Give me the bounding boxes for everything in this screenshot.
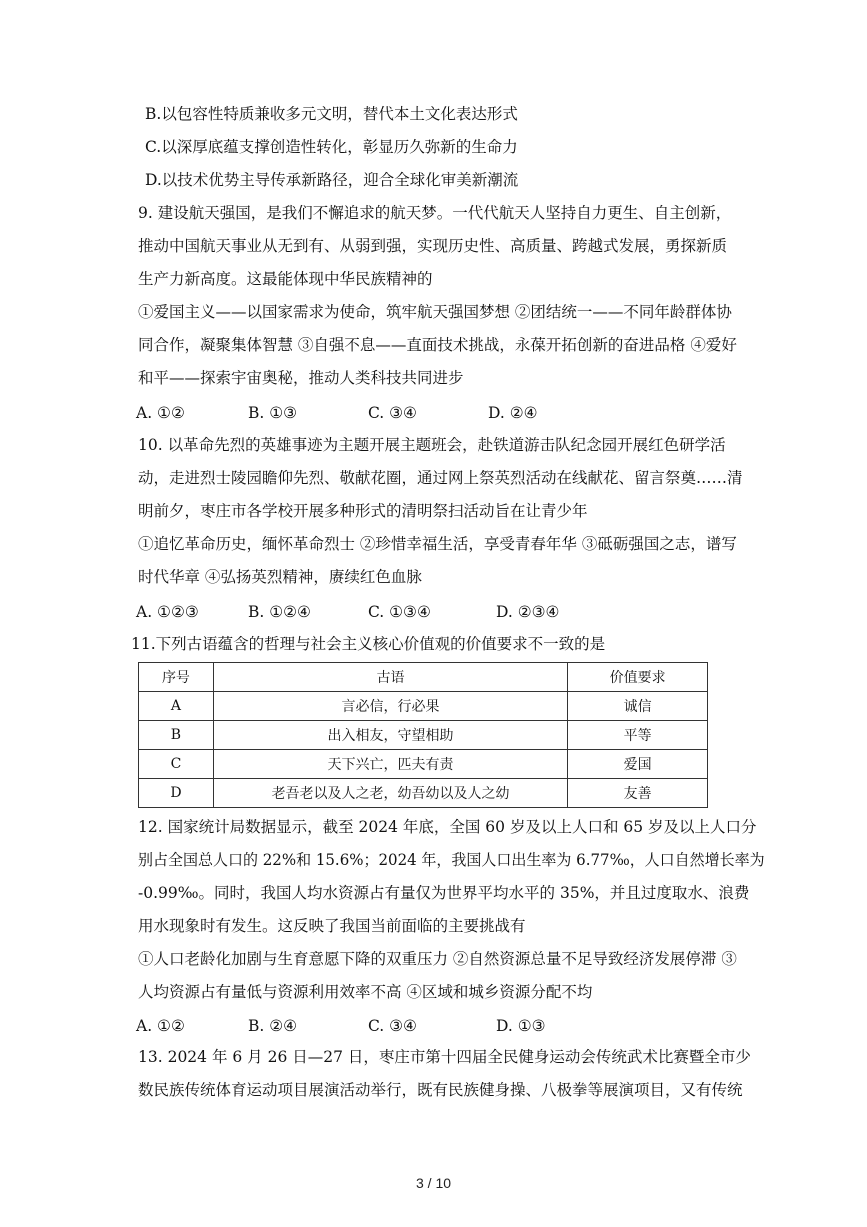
table-cell: A <box>139 692 214 721</box>
q12-stem-line2: 别占全国总人口的 22%和 15.6%；2024 年，我国人口出生率为 6.77‰，人口自然增长率为 <box>138 851 765 869</box>
q11-table <box>138 662 708 808</box>
table-header-row <box>139 663 708 692</box>
q9-choice-c: C. ③④ <box>368 404 417 422</box>
page-number: 3 / 10 <box>415 1175 452 1191</box>
q12-statements-line1: ①人口老龄化加剧与生育意愿下降的双重压力 ②自然资源总量不足导致经济发展停滞 ③ <box>138 950 737 968</box>
table-cell: D <box>139 779 214 808</box>
table-cell: 老吾老以及人之老，幼吾幼以及人之幼 <box>213 779 567 808</box>
q9-stem-line1: 9. 建设航天强国，是我们不懈追求的航天梦。一代代航天人坚持自力更生、自主创新， <box>138 204 732 222</box>
q10-choice-c: C. ①③④ <box>368 603 431 621</box>
table-row <box>139 692 708 721</box>
q10-choice-b: B. ①②④ <box>248 603 311 621</box>
q12-choice-a: A. ①② <box>136 1017 185 1035</box>
table-header-cell: 序号 <box>139 663 214 692</box>
q12-stem-line4: 用水现象时有发生。这反映了我国当前面临的主要挑战有 <box>138 917 526 935</box>
q9-choice-b: B. ①③ <box>248 404 298 422</box>
q10-statements-line1: ①追忆革命历史，缅怀革命烈士 ②珍惜幸福生活，享受青春年华 ③砥砺强国之志，谱写 <box>138 535 737 553</box>
table-header-cell: 价值要求 <box>568 663 708 692</box>
q8-option-d: D.以技术优势主导传承新路径，迎合全球化审美新潮流 <box>145 171 519 189</box>
table-cell: B <box>139 721 214 750</box>
q9-statements-line3: 和平——探索宇宙奥秘，推动人类科技共同进步 <box>138 369 464 387</box>
table-cell: 爱国 <box>568 750 708 779</box>
table-header-cell: 古语 <box>213 663 567 692</box>
q10-statements-line2: 时代华章 ④弘扬英烈精神，赓续红色血脉 <box>138 568 422 586</box>
table-cell: 言必信，行必果 <box>213 692 567 721</box>
q8-option-c: C.以深厚底蕴支撑创造性转化，彰显历久弥新的生命力 <box>145 138 518 156</box>
table-cell: 天下兴亡，匹夫有责 <box>213 750 567 779</box>
table-cell: 友善 <box>568 779 708 808</box>
q12-choice-c: C. ③④ <box>368 1017 417 1035</box>
q12-statements-line2: 人均资源占有量低与资源利用效率不高 ④区域和城乡资源分配不均 <box>138 983 593 1001</box>
q9-stem-line3: 生产力新高度。这最能体现中华民族精神的 <box>138 270 433 288</box>
q11-stem: 11.下列古语蕴含的哲理与社会主义核心价值观的价值要求不一致的是 <box>131 635 606 653</box>
q12-choice-d: D. ①③ <box>496 1017 546 1035</box>
table-cell: 出入相友，守望相助 <box>213 721 567 750</box>
table-cell: C <box>139 750 214 779</box>
q9-stem-line2: 推动中国航天事业从无到有、从弱到强，实现历史性、高质量、跨越式发展，勇探新质 <box>138 237 728 255</box>
table-row <box>139 779 708 808</box>
q13-stem-line2: 数民族传统体育运动项目展演活动举行，既有民族健身操、八极拳等展演项目，又有传统 <box>138 1081 743 1099</box>
q9-statements-line2: 同合作，凝聚集体智慧 ③自强不息——直面技术挑战，永葆开拓创新的奋进品格 ④爱好 <box>138 336 737 354</box>
q10-stem-line2: 动，走进烈士陵园瞻仰先烈、敬献花圈，通过网上祭英烈活动在线献花、留言祭奠……清 <box>138 469 743 487</box>
q10-stem-line1: 10. 以革命先烈的英雄事迹为主题开展主题班会，赴铁道游击队纪念园开展红色研学活 <box>138 436 726 454</box>
q9-choice-d: D. ②④ <box>488 404 538 422</box>
q12-choice-b: B. ②④ <box>248 1017 298 1035</box>
q13-stem-line1: 13. 2024 年 6 月 26 日—27 日，枣庄市第十四届全民健身运动会传统武术比赛暨全市少 <box>138 1048 751 1066</box>
q9-choice-a: A. ①② <box>136 404 185 422</box>
q8-option-b: B.以包容性特质兼收多元文明，替代本土文化表达形式 <box>145 105 518 123</box>
table-row <box>139 750 708 779</box>
q12-stem-line3: -0.99‰。同时，我国人均水资源占有量仅为世界平均水平的 35%，并且过度取水、浪费 <box>138 884 750 902</box>
q9-statements-line1: ①爱国主义——以国家需求为使命，筑牢航天强国梦想 ②团结统一——不同年龄群体协 <box>138 303 732 321</box>
table-cell: 诚信 <box>568 692 708 721</box>
q10-choice-d: D. ②③④ <box>496 603 560 621</box>
q10-choice-a: A. ①②③ <box>136 603 199 621</box>
table-cell: 平等 <box>568 721 708 750</box>
q12-stem-line1: 12. 国家统计局数据显示，截至 2024 年底，全国 60 岁及以上人口和 65 岁及以上人口分 <box>138 818 757 836</box>
q10-stem-line3: 明前夕，枣庄市各学校开展多种形式的清明祭扫活动旨在让青少年 <box>138 502 588 520</box>
table-row <box>139 721 708 750</box>
